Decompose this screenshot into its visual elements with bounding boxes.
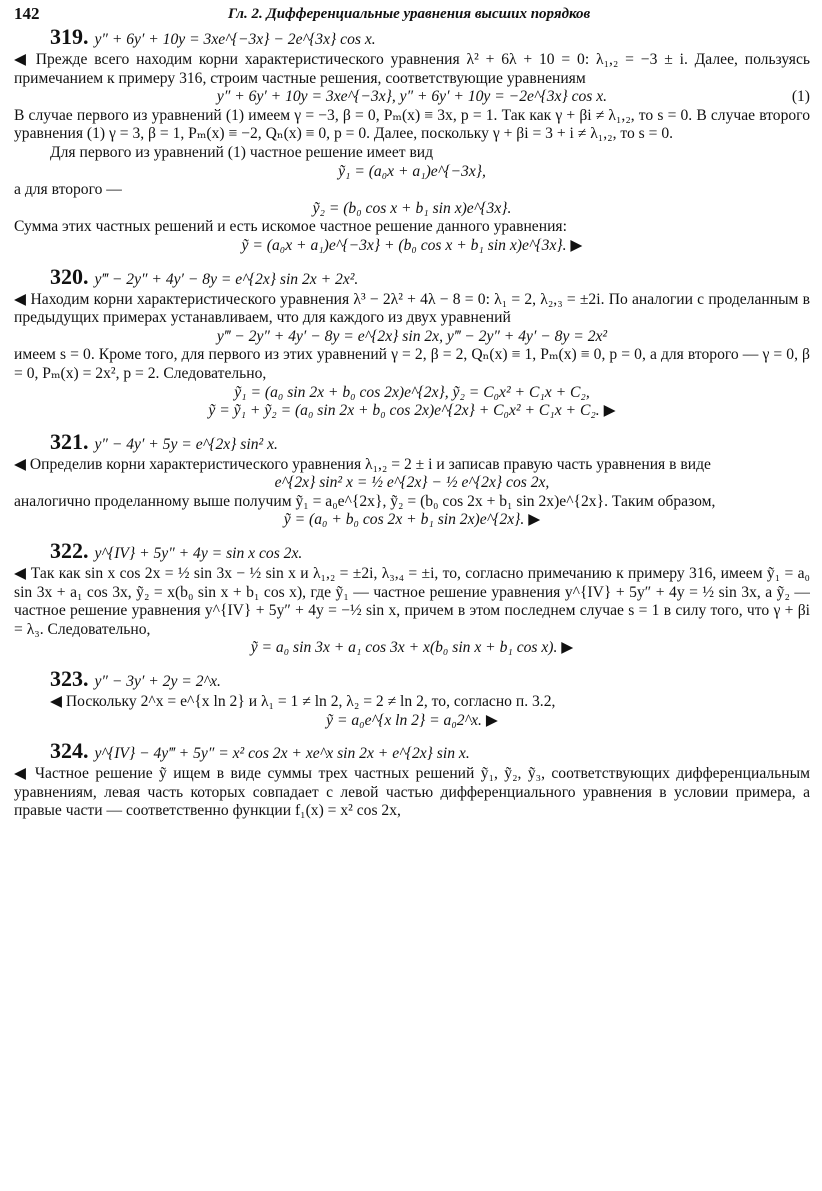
equation-text: ỹ₁ = (a₀x + a₁)e^{−3x}, [338,162,486,180]
equation-text: y″ + 6y′ + 10y = 3xe^{−3x}, y″ + 6y′ + 10y = −2e^{3x} cos x. [216,88,608,106]
paragraph: В случае первого из уравнений (1) имеем γ = −3, β = 0, Pₘ(x) ≡ 3x, p = 1. Так как γ + βi ≠ λ₁,₂, то s = 0. В случае второго уравнения (1) γ = 3, β = 1, Pₘ(x) ≡ −2, Qₙ(x) ≡ 0, p = 0. Далее, поскольку γ + βi = 3 + i ≠ λ₁,₂, то s = 0. [14,106,810,143]
display-equation [14,163,810,182]
display-equation [14,200,810,219]
equation-text: ỹ = (a₀ + b₀ cos 2x + b₁ sin 2x)e^{2x}. ▶ [283,511,541,529]
display-equation [14,88,810,107]
problem-number: 323. [50,666,89,692]
equation-text: ỹ = ỹ₁ + ỹ₂ = (a₀ sin 2x + b₀ cos 2x)e^{2x} + C₀x² + C₁x + C₂. ▶ [208,402,616,420]
spacer [14,730,810,740]
paragraph: имеем s = 0. Кроме того, для первого из этих уравнений γ = 2, β = 2, Qₙ(x) ≡ 1, Pₘ(x) ≡ 0, p = 0, а для второго — γ = 0, β = 0, Pₘ(x) = 2x², p = 2. Следовательно, [14,346,810,382]
paragraph: Сумма этих частных решений и есть искомое частное решение данного уравнения: [14,218,567,236]
equation-text: ỹ = a₀ sin 3x + a₁ cos 3x + x(b₀ sin x + b₁ cos x). ▶ [250,639,574,657]
problem-statement [50,668,810,693]
problem-equation: y″ − 3y′ + 2y = 2^x. [94,673,221,691]
display-equation [14,511,810,530]
page-content [14,26,810,831]
equation-text: ỹ = a₀e^{x ln 2} = a₀2^x. ▶ [326,711,498,729]
equation-text: ỹ₁ = (a₀ sin 2x + b₀ cos 2x)e^{2x}, ỹ₂ = C₀x² + C₁x + C₂, [234,383,590,401]
problem-322 [14,540,810,668]
display-equation [14,328,810,347]
problem-statement [50,540,810,565]
problem-324 [14,740,810,831]
equation-text: ỹ = (a₀x + a₁)e^{−3x} + (b₀ cos x + b₁ sin x)e^{3x}. ▶ [241,236,583,254]
paragraph: ◀ Находим корни характеристического уравнения λ³ − 2λ² + 4λ − 8 = 0: λ₁ = 2, λ₂,₃ = ±2i. По аналогии с проделанным в предыдущих примерах устанавливаем, что для каждого из двух уравнений [14,290,810,327]
problem-320 [14,263,810,431]
problem-equation: y^{IV} + 5y″ + 4y = sin x cos 2x. [94,545,303,563]
page-number: 142 [14,4,40,23]
problem-statement [50,428,810,456]
paragraph: ◀ Частное решение ỹ ищем в виде суммы трех частных решений ỹ₁, ỹ₂, ỹ₃, соответствующих дифференциальным уравнениям, левая часть которых совпадает с левой частью дифференциального уравнения в условии примера, а правые части — соответственно функции f₁(x) = x² cos 2x, [14,765,810,820]
problem-number: 321. [50,428,89,454]
equation-tag: (1) [791,88,810,106]
problem-statement [50,26,810,51]
display-equation [14,402,810,421]
problem-number: 322. [50,538,89,564]
problem-319 [14,26,810,266]
problem-number: 319. [50,24,89,49]
problem-statement [50,740,810,765]
book-page [14,2,810,1187]
problem-323 [14,668,810,740]
equation-text: e^{2x} sin² x = ½ e^{2x} − ½ e^{2x} cos 2x, [274,474,550,492]
problem-321 [14,428,810,540]
running-header [14,2,810,26]
problem-statement [50,263,810,291]
chapter-title: Гл. 2. Дифференциальные уравнения высших порядков [228,6,591,22]
problem-equation: y″ − 4y′ + 5y = e^{2x} sin² x. [94,435,278,453]
display-equation [14,237,810,256]
equation-text: ỹ₂ = (b₀ cos x + b₁ sin x)e^{3x}. [312,199,512,217]
display-equation [14,384,810,403]
paragraph: ◀ Определив корни характеристического уравнения λ₁,₂ = 2 ± i и записав правую часть уравнения в виде [14,455,711,473]
problem-equation: y″ + 6y′ + 10y = 3xe^{−3x} − 2e^{3x} cos x. [94,31,376,48]
display-equation [14,712,810,731]
paragraph: аналогично проделанному выше получим ỹ₁ = a₀e^{2x}, ỹ₂ = (b₀ cos 2x + b₁ sin 2x)e^{2x}. Таким образом, [14,492,716,510]
display-equation [14,474,810,493]
spacer [14,421,810,431]
paragraph: ◀ Поскольку 2^x = e^{x ln 2} и λ₁ = 1 ≠ ln 2, λ₂ = 2 ≠ ln 2, то, согласно п. 3.2, [50,693,556,711]
problem-equation: y^{IV} − 4y‴ + 5y″ = x² cos 2x + xe^x sin 2x + e^{2x} sin x. [94,745,470,763]
paragraph: ◀ Так как sin x cos 2x = ½ sin 3x − ½ sin x и λ₁,₂ = ±2i, λ₃,₄ = ±i, то, согласно примечанию к примеру 316, имеем ỹ₁ = a₀ sin 3x + a₁ cos 3x, ỹ₂ = x(b₀ sin x + b₁ cos x), где ỹ₁ — частное решение уравнения y^{IV} + 5y″ + 4y = ½ sin 3x, а ỹ₂ — частное решение уравнения y^{IV} + 5y″ + 4y = −½ sin x, причем в этом последнем случае s = 1 в силу того, что γ + βi = λ₃. Следовательно, [14,565,810,638]
problem-number: 324. [50,738,89,764]
spacer [14,530,810,540]
paragraph: ◀ Прежде всего находим корни характеристического уравнения λ² + 6λ + 10 = 0: λ₁,₂ = −3 ± i. Далее, пользуясь примечанием к примеру 316, строим частные решения, соответствующие уравнениям [14,51,810,87]
equation-text: y‴ − 2y″ + 4y′ − 8y = e^{2x} sin 2x, y‴ − 2y″ + 4y′ − 8y = 2x² [216,327,608,345]
paragraph: Для первого из уравнений (1) частное решение имеет вид [50,143,434,161]
display-equation [14,639,810,658]
problem-equation: y‴ − 2y″ + 4y′ − 8y = e^{2x} sin 2x + 2x². [94,270,359,288]
spacer [14,256,810,266]
paragraph: а для второго — [14,181,122,199]
spacer [14,658,810,668]
spacer [14,821,810,831]
problem-number: 320. [50,263,89,289]
